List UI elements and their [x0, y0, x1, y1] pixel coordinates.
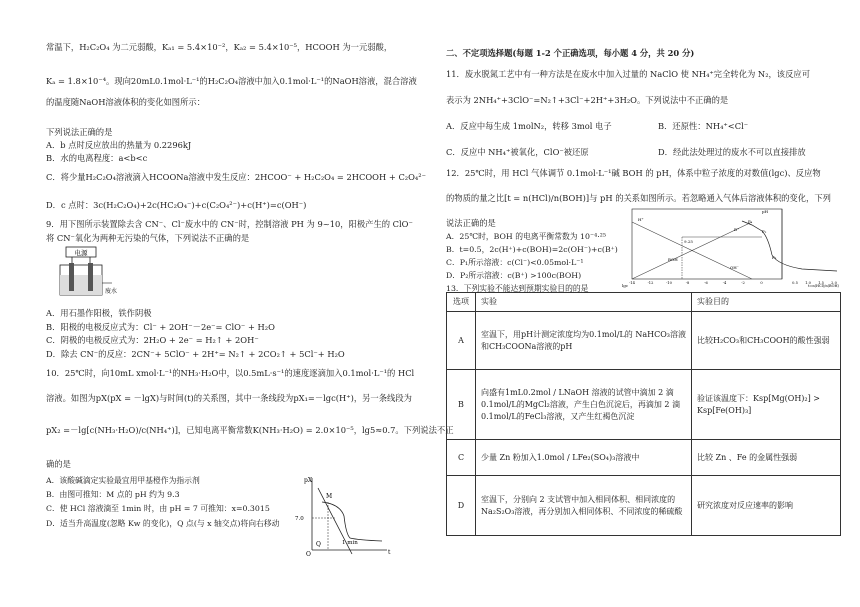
q10-option-b: B．由图可推知：M 点的 pH 约为 9.3	[46, 490, 180, 499]
q12-option-a: A．25℃时，BOH 的电离平衡常数为 10⁻⁴·²⁵	[446, 232, 606, 241]
q8-option-a: A．b 点时反应放出的热量为 0.2296kJ	[46, 140, 192, 150]
t-ratio-label: t=n(HCl)/n(BOH)	[808, 284, 839, 288]
table-row	[447, 370, 841, 440]
q10-stem-1: 10．25℃时，向10mL xmol·L⁻¹的NH₃·H₂O中，以0.5mL·s⁻¹的速度逐滴加入0.1mol·L⁻¹的 HCl	[46, 368, 415, 378]
row-goal: 比较 Zn 、Fe 的金属性强弱	[692, 440, 841, 476]
value-9-25-label: 9.25	[684, 239, 693, 244]
q9-option-d: D．除去 CN⁻的反应：2CN⁻+ 5ClO⁻ + 2H⁺= N₂↑ + 2CO₂↑ + 5Cl⁻+ H₂O	[46, 349, 345, 359]
q10-stem-4: 确的是	[46, 459, 71, 469]
intro-line-3: 的温度随NaOH溶液体积的变化如图所示：	[46, 97, 205, 107]
q9-option-b: B．阳极的电极反应式为：Cl⁻ + 2OH⁻－2e⁻= ClO⁻ + H₂O	[46, 322, 275, 332]
row-goal: 研究浓度对反应速率的影响	[692, 476, 841, 536]
table-header-row	[447, 293, 841, 312]
one-minute-label: 1 min	[342, 540, 358, 546]
q12-stem-3: 说法正确的是	[446, 218, 496, 228]
row-option: D	[447, 476, 476, 536]
x-tick-label: 0.5	[792, 281, 798, 285]
q11-option-a: A．反应中每生成 1molN₂，转移 3mol 电子	[446, 121, 612, 131]
section-heading: 二、不定项选择题(每题 1-2 个正确选项，每小题 4 分，共 20 分)	[446, 48, 695, 58]
b-plus-label: B⁺	[734, 227, 740, 232]
row-goal: 验证该温度下：Ksp[Mg(OH)₂] > Ksp[Fe(OH)₃]	[692, 370, 841, 440]
x-tick-label: 1.0	[805, 281, 811, 285]
boh-label: BOH	[668, 257, 678, 262]
row-option: C	[447, 440, 476, 476]
x-tick-label: -2	[741, 281, 745, 285]
h-plus-label: H⁺	[638, 217, 644, 222]
table-row	[447, 312, 841, 370]
power-label: 电源	[74, 249, 88, 257]
q10-option-c: C．使 HCl 溶液滴至 1min 时，由 pH = 7 可推知：x=0.3015	[46, 504, 270, 513]
header-goal: 实验目的	[692, 293, 841, 312]
point-m-label: M	[326, 493, 333, 500]
point-q-label: Q	[316, 541, 321, 548]
electrolysis-figure	[48, 245, 118, 303]
origin-label: O	[306, 551, 311, 556]
q9-stem-2: 将 CN⁻氧化为两种无污染的气体，下列说法不正确的是	[46, 233, 250, 243]
q12-option-d: D．P₂所示溶液：c(B⁺) >100c(BOH)	[446, 271, 582, 280]
x-tick-label: -8	[685, 281, 690, 285]
oh-minus-label: OH⁻	[730, 265, 739, 270]
q12-option-c: C．P₁所示溶液：c(Cl⁻)<0.05mol·L⁻¹	[446, 258, 584, 267]
t-axis-label: t	[388, 549, 391, 556]
experiment-table	[446, 292, 841, 536]
row-experiment: 向盛有1mL0.2mol / LNaOH 溶液的试管中滴加 2 滴0.1mol/L的MgCl₂溶液，产生白色沉淀后，再滴加 2 滴0.1mol/L的FeCl₃溶液，又产生红褐色沉淀	[476, 370, 692, 440]
px-time-figure	[292, 474, 392, 556]
row-experiment: 少量 Zn 粉加入1.0mol / LFe₂(SO₄)₃溶液中	[476, 440, 692, 476]
row-option: A	[447, 312, 476, 370]
x-tick-label: -12	[647, 281, 654, 285]
intro-line-1: 常温下，H₂C₂O₄ 为二元弱酸，Kₐ₁ = 5.4×10⁻²，Kₐ₂ = 5.4×10⁻⁵，HCOOH 为一元弱酸，	[46, 42, 393, 52]
x-tick-label: -10	[666, 281, 672, 285]
p1-label: P₁	[748, 219, 753, 224]
row-experiment: 室温下，用pH计测定浓度均为0.1mol/L的 NaHCO₃溶液和CH₃COONa溶液的pH	[476, 312, 692, 370]
q12-stem-1: 12．25℃时，用 HCl 气体调节 0.1mol·L⁻¹碱 BOH 的 pH，体系中粒子浓度的对数值(lgc)、反应物	[446, 168, 821, 178]
q10-stem-2: 溶液。如图为pX(pX = －lgX)与时间(t)的关系图，其中一条线段为pX₁=－lgc(H⁺)，另一条线段为	[46, 393, 412, 403]
x-tick-label: 2.0	[831, 281, 837, 285]
x-tick-label: 0	[760, 281, 763, 285]
q8-option-c: C．将少量H₂C₂O₄溶液滴入HCOONa溶液中发生反应：2HCOO⁻ + H₂C₂O₄ = 2HCOOH + C₂O₄²⁻	[46, 172, 426, 182]
row-goal: 比较H₂CO₃和CH₃COOH的酸性强弱	[692, 312, 841, 370]
x-tick-labels	[629, 281, 837, 285]
p3-label: P₃	[772, 255, 777, 260]
q9-option-c: C．阴极的电极反应式为：2H₂O + 2e⁻ = H₂↑ + 2OH⁻	[46, 335, 259, 345]
q11-stem-1: 11．废水脱氮工艺中有一种方法是在废水中加入过量的 NaClO 使 NH₄⁺完全转化为 N₂，该反应可	[446, 69, 811, 79]
x-tick-label: -6	[704, 281, 708, 285]
lgc-label: lgc	[622, 283, 629, 288]
q9-option-a: A．用石墨作阳极，铁作阴极	[46, 308, 152, 318]
intro-line-2: Kₐ = 1.8×10⁻⁴。现向20mL0.1mol·L⁻¹的H₂C₂O₄溶液中加入0.1mol·L⁻¹的NaOH溶液，混合溶液	[46, 76, 417, 86]
q13-stem: 13．下列实验不能达到预期实验目的的是	[446, 284, 589, 293]
ph-axis-label: pH	[762, 209, 769, 214]
x-tick-label: 1.5	[818, 281, 824, 285]
q8-option-d: D．c 点时：3c(H₂C₂O₄)+2c(HC₂O₄⁻)+c(C₂O₄²⁻)+c(H⁺)=c(OH⁻)	[46, 200, 307, 210]
header-option: 选项	[447, 293, 476, 312]
q12-option-b: B．t=0.5，2c(H⁺)+c(BOH)=2c(OH⁻)+c(B⁺)	[446, 245, 618, 254]
x-tick-label: -4	[722, 281, 727, 285]
px-axis-label: pX	[304, 477, 313, 484]
q10-stem-3: pX₂ =－lg[c(NH₃·H₂O)/c(NH₄⁺)]，已知电离平衡常数K(NH₃·H₂O) = 2.0×10⁻⁵，lg5≈0.7。下列说法不正	[46, 425, 454, 435]
table-row	[447, 476, 841, 536]
table-row	[447, 440, 841, 476]
x-tick-label: -14	[629, 281, 635, 285]
q10-option-a: A．该酸碱滴定实验最宜用甲基橙作为指示剂	[46, 476, 200, 485]
q9-stem-1: 9．用下图所示装置除去含 CN⁻、Cl⁻废水中的 CN⁻时，控制溶液 PH 为 9~10，阳极产生的 ClO⁻	[46, 219, 413, 229]
q11-option-b: B．还原性：NH₄⁺<Cl⁻	[658, 121, 749, 131]
q10-option-d: D．适当升高温度(忽略 Kw 的变化)，Q 点(与 x 轴交点)将向右移动	[46, 519, 280, 528]
q12-stem-2: 的物质的量之比[t = n(HCl)/n(BOH)]与 pH 的关系如图所示。若忽略通入气体后溶液体积的变化，下列	[446, 193, 831, 203]
p2-label: P₂	[762, 229, 767, 234]
q11-option-c: C．反应中 NH₄⁺被氧化，ClO⁻被还原	[446, 147, 589, 157]
row-experiment: 室温下，分别向 2 支试管中加入相同体积、相同浓度的Na₂S₂O₃溶液，再分别加入相同体积、不同浓度的稀硫酸	[476, 476, 692, 536]
ph-figure	[622, 207, 840, 291]
q11-stem-2: 表示为 2NH₄⁺+3ClO⁻=N₂↑+3Cl⁻+2H⁺+3H₂O。下列说法中不正确的是	[446, 95, 729, 105]
value-7-label: 7.0	[295, 516, 304, 522]
row-option: B	[447, 370, 476, 440]
q11-option-d: D．经此法处理过的废水不可以直接排放	[658, 147, 806, 157]
q8-option-b: B．水的电离程度：a<b<c	[46, 153, 148, 163]
waste-water-label: 废水	[105, 288, 118, 295]
q8-stem: 下列说法正确的是	[46, 127, 113, 137]
header-experiment: 实验	[476, 293, 692, 312]
